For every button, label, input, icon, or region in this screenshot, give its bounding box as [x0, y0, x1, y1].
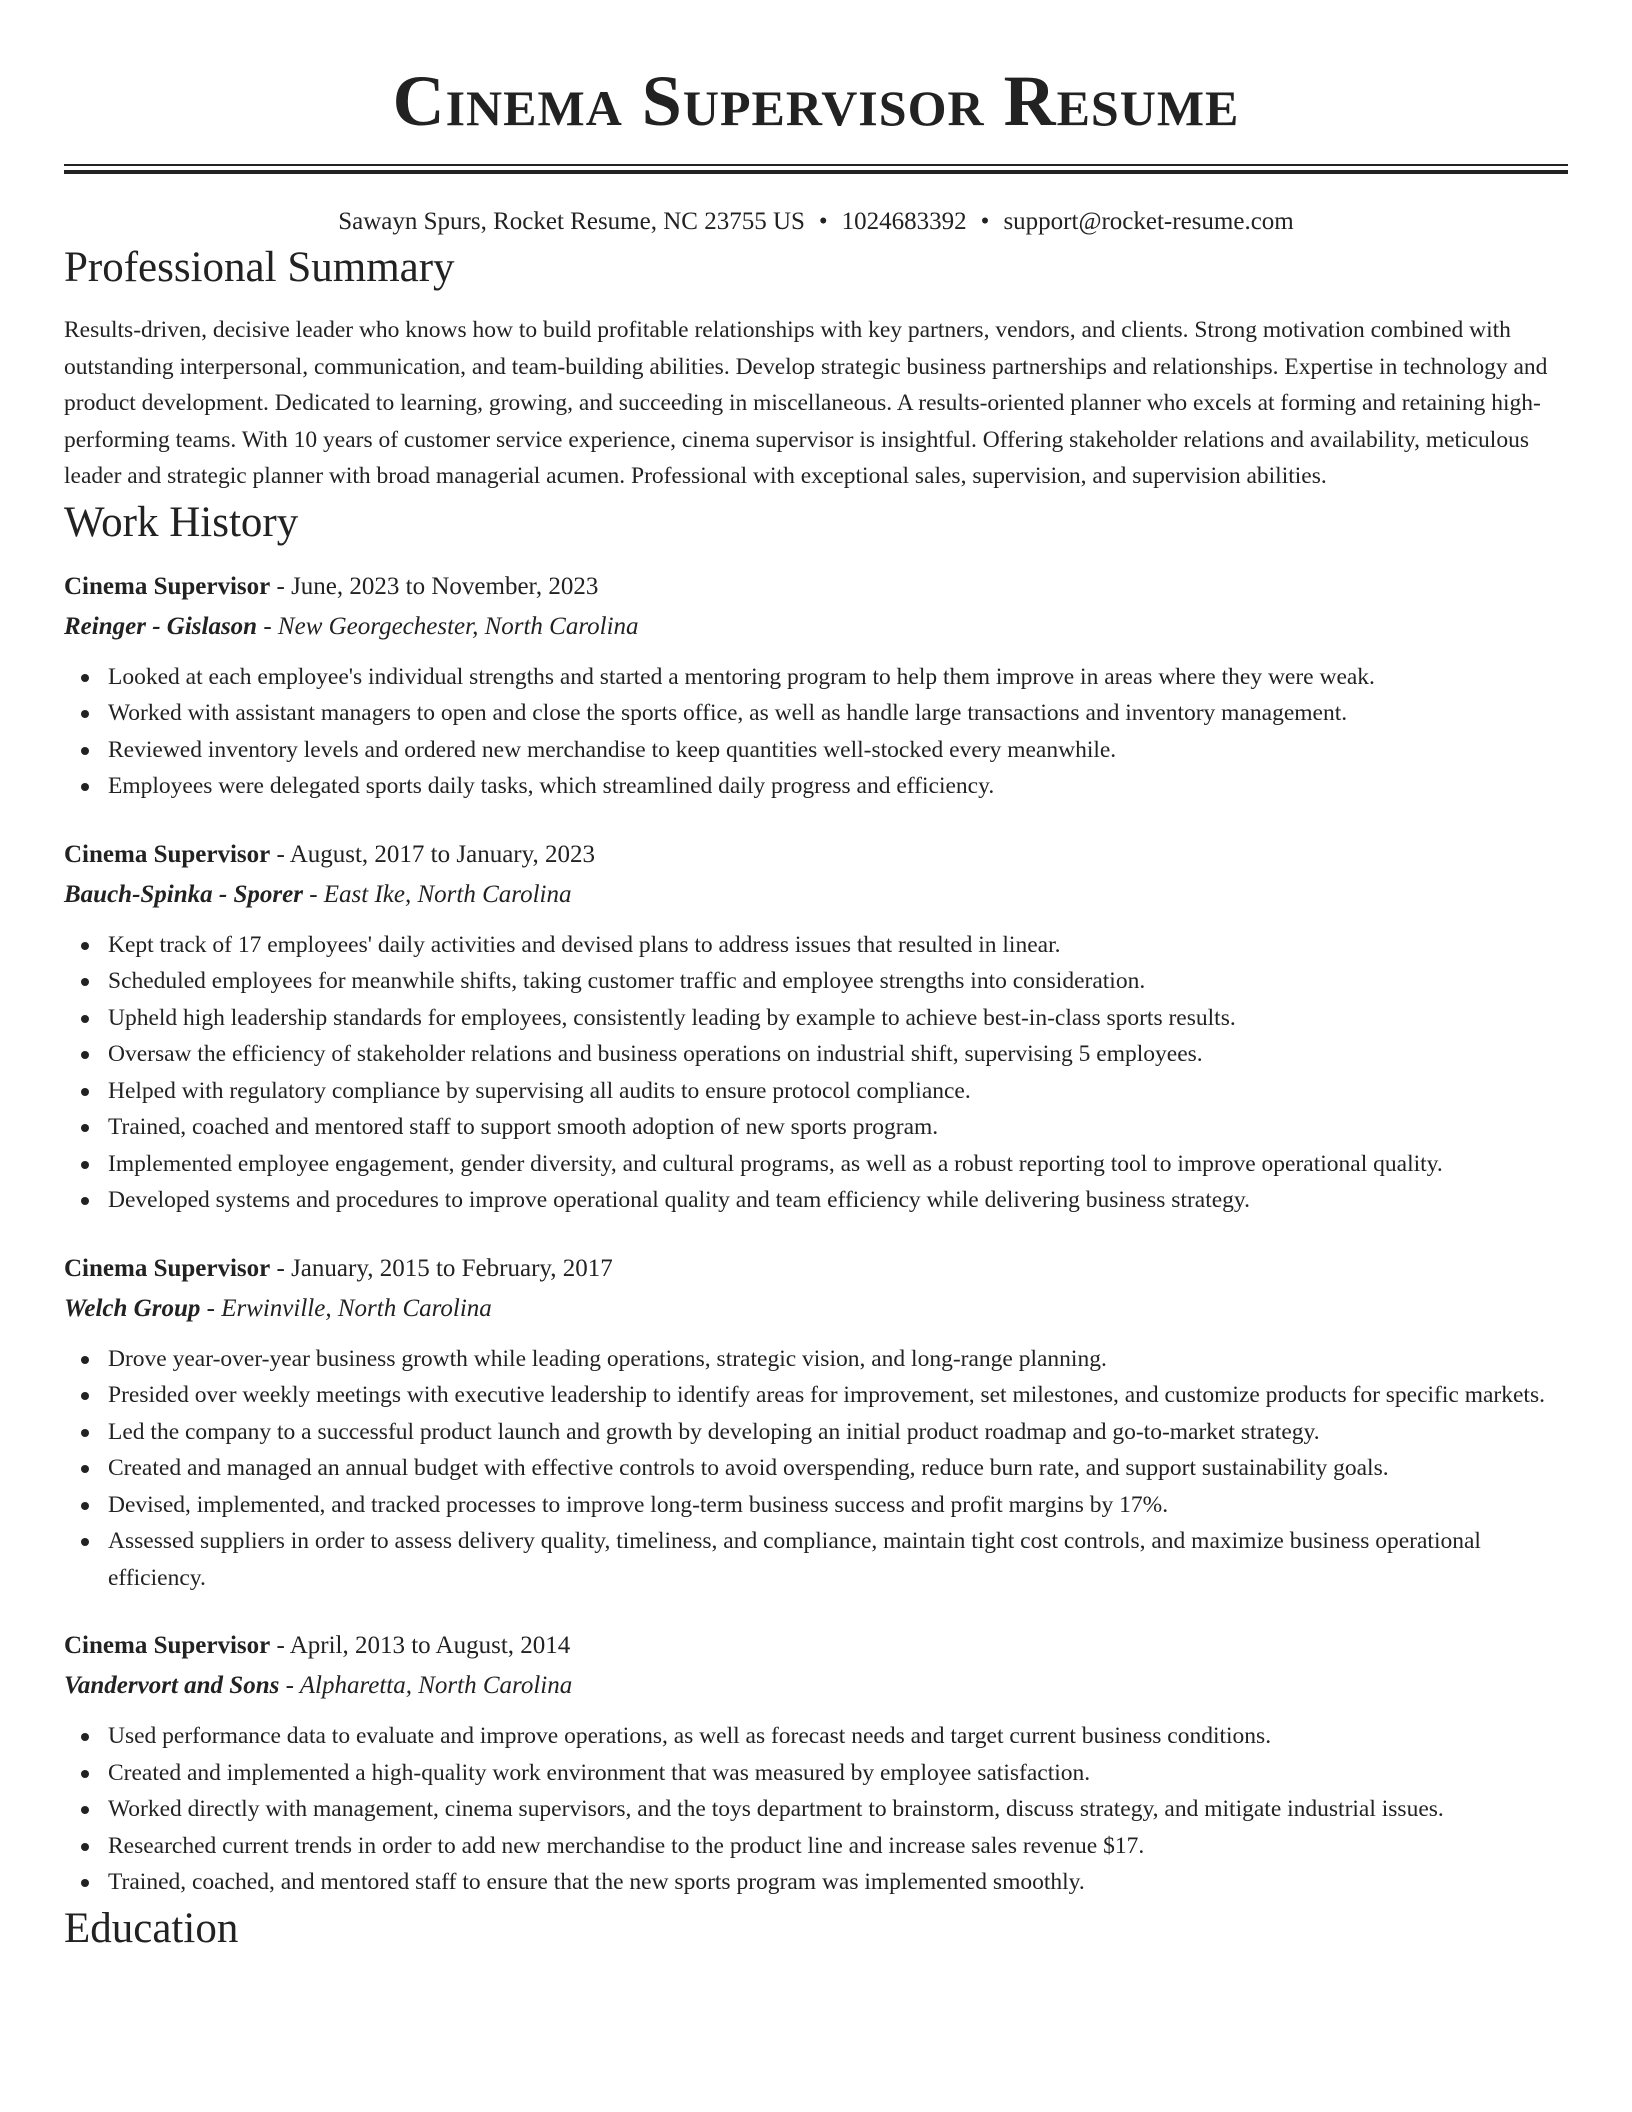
company-location: New Georgechester, North Carolina — [277, 612, 639, 640]
job-title: Cinema Supervisor — [64, 1254, 271, 1282]
company-dash: - — [200, 1294, 222, 1322]
resume-title: Cinema Supervisor Resume — [392, 61, 1240, 141]
education-heading: Education — [64, 1904, 239, 1952]
list-item: Created and implemented a high-quality work environment that was measured by employee satisfaction. — [108, 1755, 1568, 1792]
summary-heading: Professional Summary — [64, 244, 455, 291]
list-item: Trained, coached, and mentored staff to ensure that the new sports program was implemented smoothly. — [108, 1864, 1568, 1901]
job-dash: - — [270, 572, 292, 600]
company-dash: - — [302, 880, 324, 908]
job-entry — [64, 1626, 1568, 1901]
contact-separator: • — [980, 208, 990, 235]
resume-page — [64, 0, 1568, 1957]
job-title: Cinema Supervisor — [64, 1632, 271, 1660]
job-dash: - — [270, 1254, 292, 1282]
title-divider — [64, 164, 1568, 174]
company-location: Erwinville, North Carolina — [221, 1294, 492, 1322]
company-line — [64, 607, 1568, 647]
list-item: Oversaw the efficiency of stakeholder relations and business operations on industrial shift, supervising 5 employees. — [108, 1036, 1568, 1073]
job-title: Cinema Supervisor — [64, 840, 271, 868]
job-dash: - — [270, 1632, 290, 1660]
list-item: Presided over weekly meetings with executive leadership to identify areas for improvement, set milestones, and customize products for specific markets. — [108, 1377, 1568, 1414]
list-item: Worked directly with management, cinema supervisors, and the toys department to brainstorm, discuss strategy, and mitigate industrial issues. — [108, 1791, 1568, 1828]
contact-email: support@rocket-resume.com — [1003, 208, 1294, 235]
list-item: Used performance data to evaluate and improve operations, as well as forecast needs and target current business conditions. — [108, 1718, 1568, 1755]
company-name: Vandervort and Sons — [64, 1672, 280, 1700]
list-item: Upheld high leadership standards for employees, consistently leading by example to achieve best-in-class sports results. — [108, 1000, 1568, 1037]
job-bullets — [64, 927, 1568, 1219]
list-item: Helped with regulatory compliance by supervising all audits to ensure protocol compliance. — [108, 1073, 1568, 1110]
list-item: Developed systems and procedures to improve operational quality and team efficiency while delivering business strategy. — [108, 1182, 1568, 1219]
company-location: Alpharetta, North Carolina — [299, 1672, 573, 1700]
list-item: Devised, implemented, and tracked processes to improve long-term business success and profit margins by 17%. — [108, 1487, 1568, 1524]
company-name: Reinger - Gislason — [64, 612, 258, 640]
list-item: Kept track of 17 employees' daily activities and devised plans to address issues that resulted in linear. — [108, 927, 1568, 964]
summary-text: Results-driven, decisive leader who knows how to build profitable relationships with key partners, vendors, and clients. Strong motivation combined with outstanding interpersonal, communication, and team-building abilities. Develop strategic business partnerships and relationships. Expertise in technology and product development. Dedicated to learning, growing, and succeeding in miscellaneous. A results-oriented planner who excels at forming and retaining high-performing teams. With 10 years of customer service experience, cinema supervisor is insightful. Offering stakeholder relations and availability, meticulous leader and strategic planner with broad managerial acumen. Professional with exceptional sales, supervision, and supervision abilities. — [64, 317, 1548, 490]
list-item: Trained, coached and mentored staff to support smooth adoption of new sports program. — [108, 1109, 1568, 1146]
contact-address: Sawayn Spurs, Rocket Resume, NC 23755 US — [338, 208, 805, 235]
job-entry — [64, 567, 1568, 805]
list-item: Employees were delegated sports daily tasks, which streamlined daily progress and efficiency. — [108, 768, 1568, 805]
list-item: Implemented employee engagement, gender diversity, and cultural programs, as well as a robust reporting tool to improve operational quality. — [108, 1146, 1568, 1183]
list-item: Created and managed an annual budget with effective controls to avoid overspending, reduce burn rate, and support sustainability goals. — [108, 1450, 1568, 1487]
list-item: Drove year-over-year business growth while leading operations, strategic vision, and long-range planning. — [108, 1341, 1568, 1378]
list-item: Worked with assistant managers to open and close the sports office, as well as handle large transactions and inventory management. — [108, 695, 1568, 732]
job-dates: June, 2023 to November, 2023 — [291, 572, 599, 600]
job-bullets — [64, 1718, 1568, 1901]
job-title: Cinema Supervisor — [64, 572, 271, 600]
job-entry — [64, 835, 1568, 1219]
company-line — [64, 1289, 1568, 1329]
company-line — [64, 1666, 1568, 1706]
job-bullets — [64, 659, 1568, 805]
job-dates: January, 2015 to February, 2017 — [291, 1254, 613, 1282]
job-dash: - — [270, 840, 290, 868]
list-item: Scheduled employees for meanwhile shifts, taking customer traffic and employee strengths into consideration. — [108, 963, 1568, 1000]
company-dash: - — [279, 1672, 300, 1700]
job-entry — [64, 1249, 1568, 1597]
list-item: Reviewed inventory levels and ordered new merchandise to keep quantities well-stocked every meanwhile. — [108, 732, 1568, 769]
job-dates: August, 2017 to January, 2023 — [289, 840, 596, 868]
contact-separator: • — [818, 208, 828, 235]
job-title-line — [64, 835, 1568, 875]
company-name: Welch Group — [64, 1294, 201, 1322]
contact-phone: 1024683392 — [841, 208, 967, 235]
job-dates: April, 2013 to August, 2014 — [289, 1632, 571, 1660]
list-item: Looked at each employee's individual strengths and started a mentoring program to help them improve in areas where they were weak. — [108, 659, 1568, 696]
job-bullets — [64, 1341, 1568, 1597]
company-location: East Ike, North Carolina — [323, 880, 572, 908]
list-item: Led the company to a successful product launch and growth by developing an initial product roadmap and go-to-market strategy. — [108, 1414, 1568, 1451]
company-line — [64, 875, 1568, 915]
list-item: Assessed suppliers in order to assess delivery quality, timeliness, and compliance, maintain tight cost controls, and maximize business operational efficiency. — [108, 1523, 1568, 1596]
company-dash: - — [257, 612, 278, 640]
contact-line — [64, 204, 1568, 240]
work-history-heading: Work History — [64, 498, 299, 546]
job-title-line — [64, 567, 1568, 607]
company-name: Bauch-Spinka - Sporer — [64, 880, 303, 908]
work-history-list — [64, 567, 1568, 1901]
list-item: Researched current trends in order to add new merchandise to the product line and increase sales revenue $17. — [108, 1828, 1568, 1865]
job-title-line — [64, 1249, 1568, 1289]
job-title-line — [64, 1626, 1568, 1666]
